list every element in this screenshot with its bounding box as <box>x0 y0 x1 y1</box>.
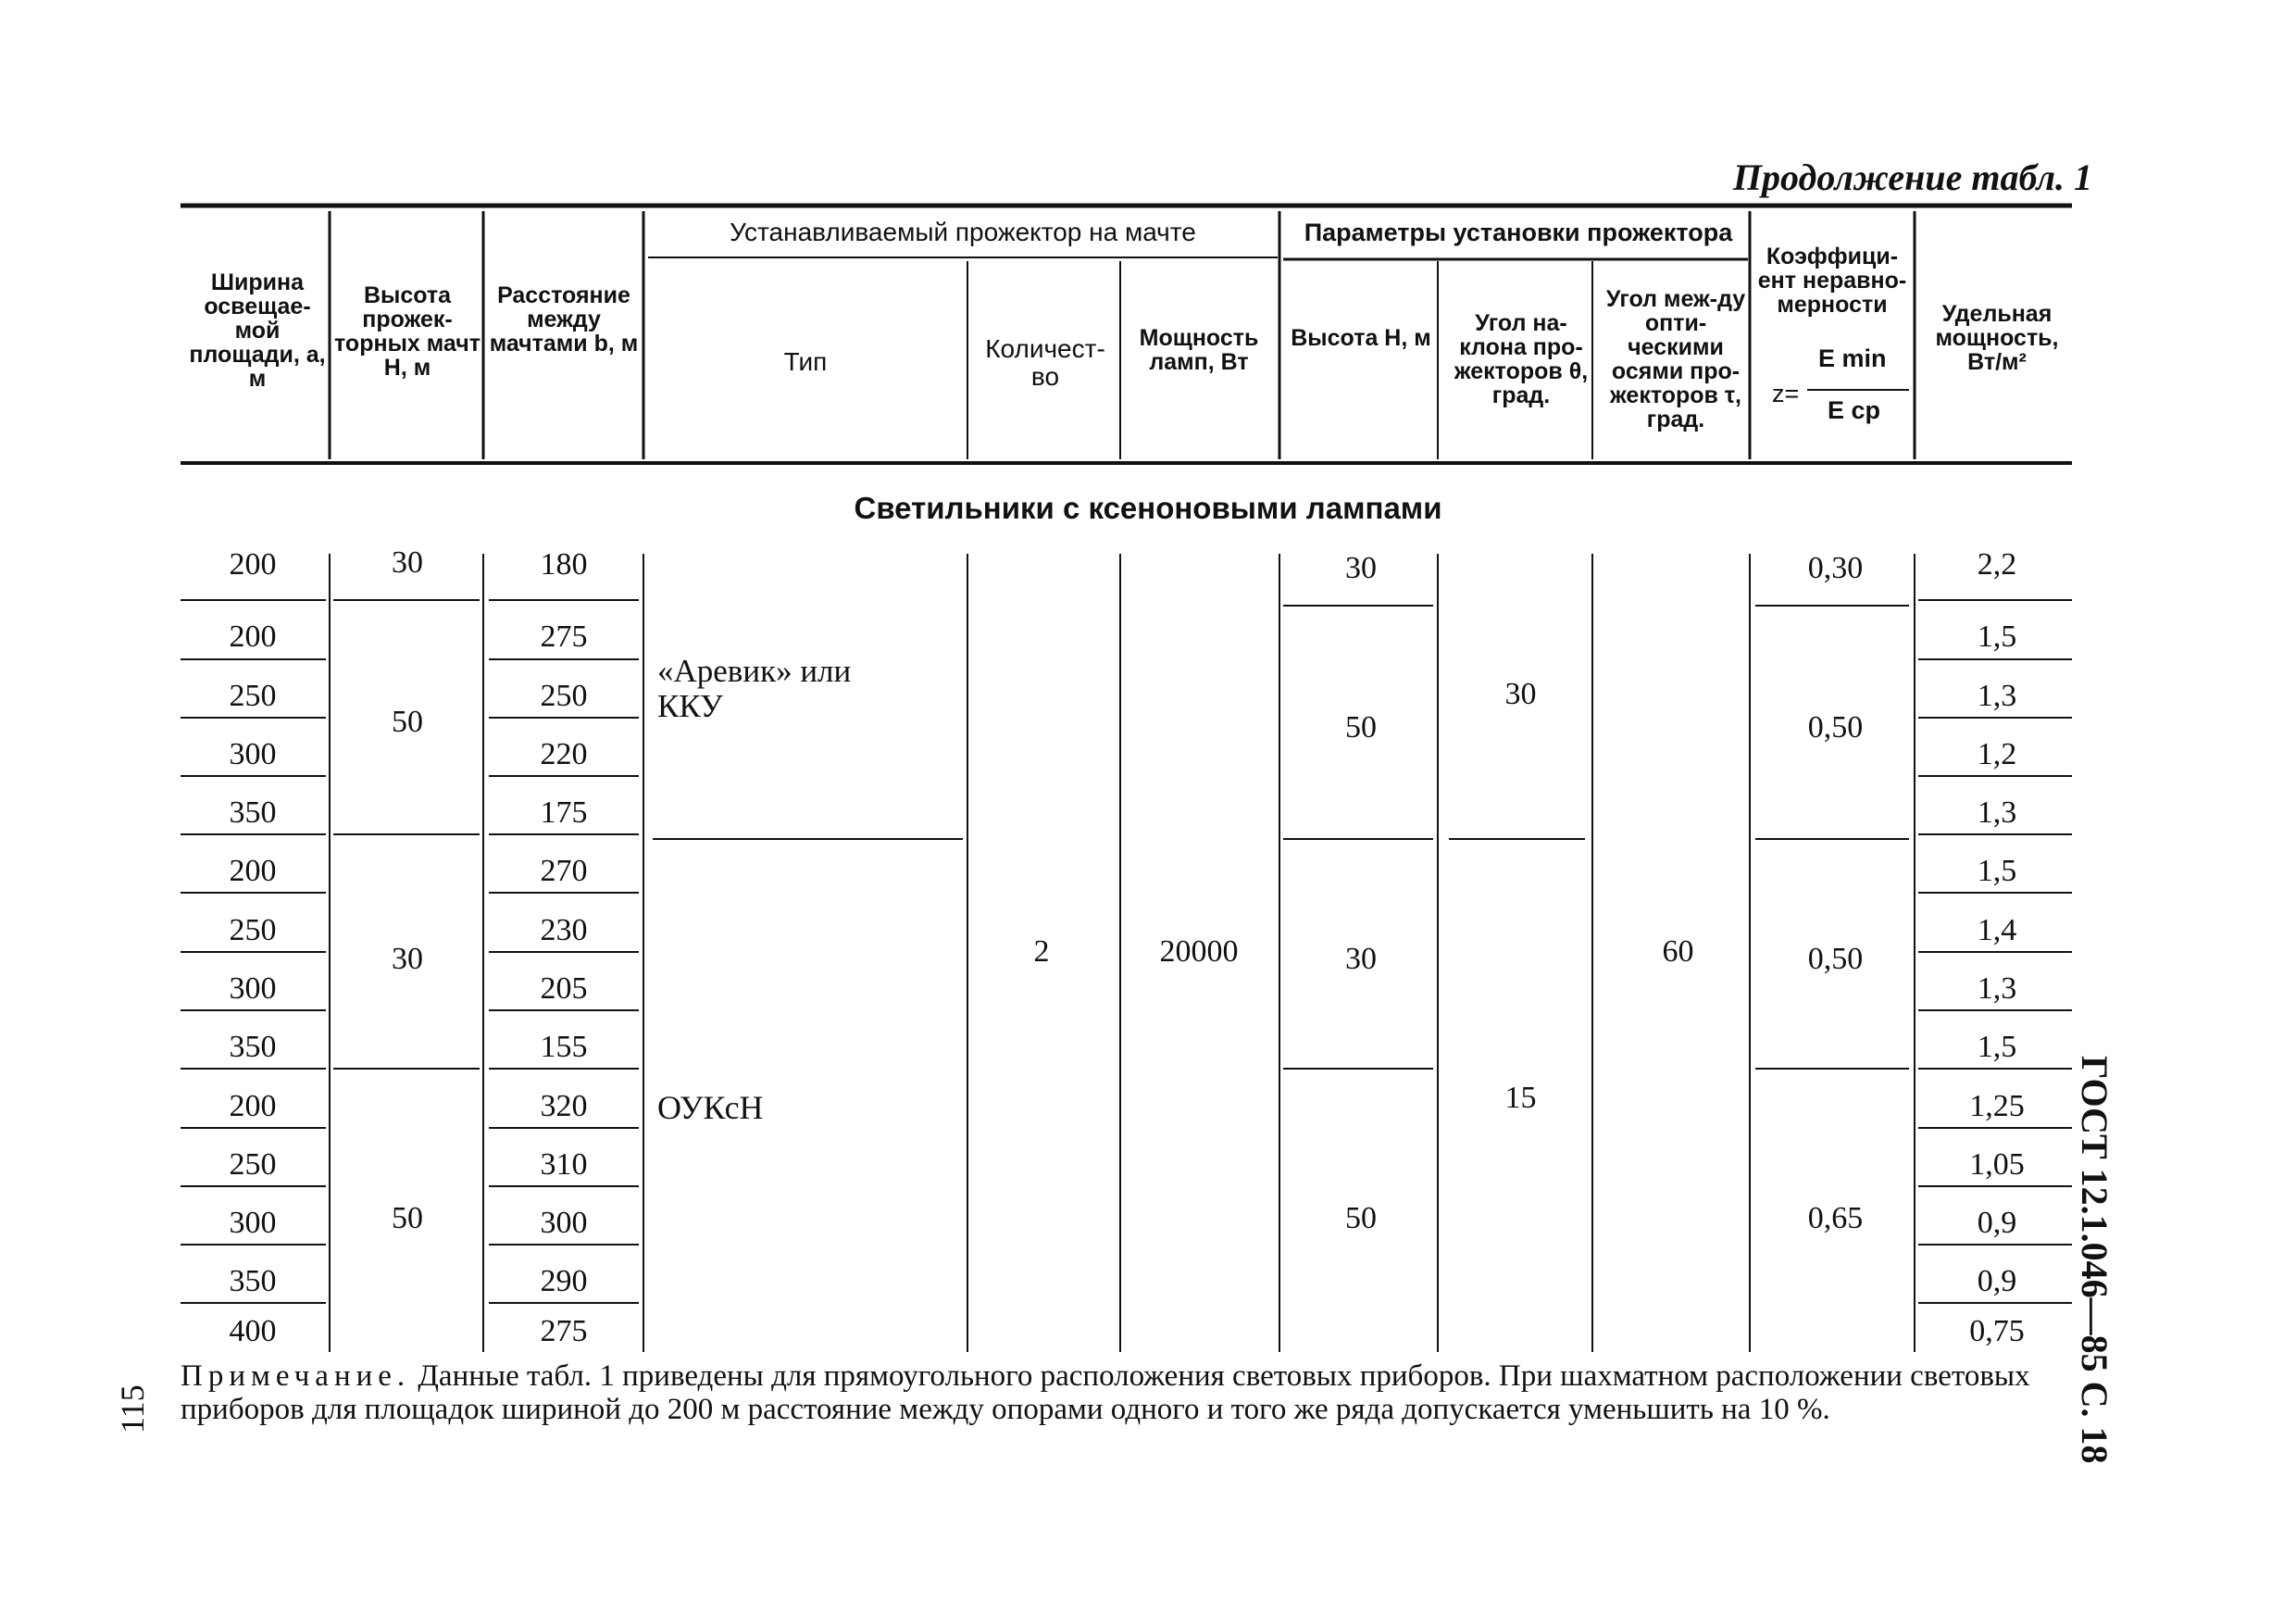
distance-cell: 270 <box>540 854 588 888</box>
width-cell: 200 <box>229 1089 277 1123</box>
power-cell: 20000 <box>1159 934 1239 969</box>
header-params-group: Параметры установки прожектора <box>1304 219 1733 246</box>
specific-power-cell: 1,25 <box>1969 1089 2025 1123</box>
width-cell: 250 <box>229 679 277 713</box>
distance-cell: 230 <box>540 913 588 947</box>
specific-power-cell: 0,9 <box>1977 1206 2017 1240</box>
distance-cell: 155 <box>540 1030 588 1064</box>
header-mast-height: Высота прожек-торных мачт H, м <box>334 282 480 381</box>
width-cell: 200 <box>229 547 277 582</box>
width-cell: 200 <box>229 854 277 888</box>
height-cell: 30 <box>1345 942 1377 976</box>
coef-cell: 0,65 <box>1807 1201 1864 1235</box>
coef-cell: 0,50 <box>1807 710 1864 745</box>
type-cell: ОУКсН <box>657 1089 764 1126</box>
tilt-cell: 15 <box>1504 1081 1537 1115</box>
quantity-cell: 2 <box>1033 934 1050 969</box>
distance-cell: 205 <box>540 971 588 1006</box>
table-note <box>181 1359 2051 1426</box>
width-cell: 300 <box>229 1206 277 1240</box>
continuation-label: Продолжение табл. 1 <box>1732 156 2092 198</box>
header-coef: Коэффици-ент неравно-мерности <box>1757 244 1907 318</box>
height-cell: 50 <box>1345 710 1377 745</box>
header-coef-formula: z= E min E ср <box>1772 344 1911 437</box>
page-number: 115 <box>114 1384 151 1433</box>
specific-power-cell: 0,75 <box>1969 1314 2025 1348</box>
coef-cell: 0,30 <box>1807 551 1864 585</box>
width-cell: 350 <box>229 1030 277 1064</box>
header-power: Мощность ламп, Вт <box>1139 325 1259 375</box>
specific-power-cell: 0,9 <box>1977 1264 2017 1298</box>
distance-cell: 275 <box>540 620 588 654</box>
distance-cell: 320 <box>540 1089 588 1123</box>
specific-power-cell: 1,2 <box>1977 737 2017 771</box>
specific-power-cell: 1,3 <box>1977 795 2017 830</box>
distance-cell: 275 <box>540 1314 588 1348</box>
mast-height-cell: 30 <box>392 942 423 976</box>
header-distance: Расстояние между мачтами b, м <box>489 282 639 357</box>
header-tilt: Угол на-клона про-жекторов θ, град. <box>1454 310 1589 408</box>
section-title: Светильники с ксеноновыми лампами <box>854 491 1442 525</box>
type-cell: «Аревик» или ККУ <box>657 653 852 724</box>
height-cell: 30 <box>1345 551 1377 585</box>
width-cell: 350 <box>229 795 277 830</box>
distance-cell: 175 <box>540 795 588 830</box>
specific-power-cell: 1,3 <box>1977 679 2017 713</box>
distance-cell: 180 <box>540 547 588 582</box>
specific-power-cell: 1,5 <box>1977 1030 2017 1064</box>
header-axis-angle: Угол меж-ду опти-ческими осями про-жекторов τ, град. <box>1605 286 1746 432</box>
distance-cell: 250 <box>540 679 588 713</box>
specific-power-cell: 1,3 <box>1977 971 2017 1006</box>
specific-power-cell: 1,5 <box>1977 854 2017 888</box>
specific-power-cell: 1,05 <box>1969 1147 2025 1182</box>
header-height: Высота H, м <box>1291 325 1431 351</box>
header-type: Тип <box>783 347 828 376</box>
width-cell: 300 <box>229 737 277 771</box>
width-cell: 250 <box>229 913 277 947</box>
coef-denominator: E ср <box>1828 396 1881 424</box>
mast-height-cell: 50 <box>392 1201 423 1235</box>
width-cell: 250 <box>229 1147 277 1182</box>
specific-power-cell: 2,2 <box>1977 547 2017 582</box>
standard-side-label: ГОСТ 12.1.046—85 С. 18 <box>2074 1056 2115 1464</box>
distance-cell: 300 <box>540 1206 588 1240</box>
specific-power-cell: 1,5 <box>1977 620 2017 654</box>
width-cell: 400 <box>229 1314 277 1348</box>
coef-numerator: E min <box>1818 344 1887 372</box>
note-label: Примечание. <box>181 1359 411 1393</box>
header-specific: Удельная мощность, Вт/м² <box>1935 301 2059 375</box>
header-quantity: Количест-во <box>985 334 1105 391</box>
width-cell: 200 <box>229 620 277 654</box>
coef-cell: 0,50 <box>1807 942 1864 976</box>
note-text: Данные табл. 1 приведены для прямоугольного расположения световых приборов. При шахматном расположении световых приборов для площадок шириной до 200 м расстояние между опорами одного и того же ряда допускается уменьшить на 10 %. <box>181 1359 2030 1426</box>
mast-height-cell: 50 <box>392 705 423 739</box>
header-width: Ширина освещае-мой площади, a, м <box>189 269 326 392</box>
tilt-cell: 30 <box>1504 677 1537 711</box>
header-installed-group: Устанавливаемый прожектор на мачте <box>730 218 1196 246</box>
axis-angle-cell: 60 <box>1662 934 1694 969</box>
width-cell: 300 <box>229 971 277 1006</box>
distance-cell: 220 <box>540 737 588 771</box>
height-cell: 50 <box>1345 1201 1377 1235</box>
distance-cell: 310 <box>540 1147 588 1182</box>
mast-height-cell: 30 <box>392 545 423 580</box>
distance-cell: 290 <box>540 1264 588 1298</box>
width-cell: 350 <box>229 1264 277 1298</box>
specific-power-cell: 1,4 <box>1977 913 2017 947</box>
